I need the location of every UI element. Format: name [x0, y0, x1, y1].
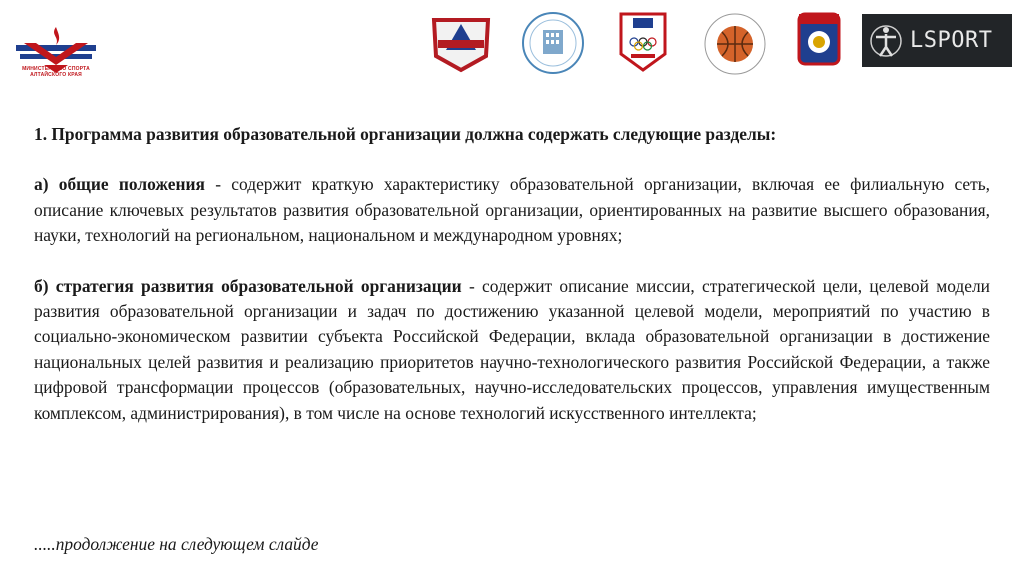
altai-basket-emblem [700, 10, 770, 76]
section-b-paragraph [34, 274, 990, 426]
lsport-wordmark: LSPORT [910, 28, 993, 53]
section-b-text: - содержит описание миссии, стратегической цели, целевой модели развития образовательной организации и задач по достижению указанной целевой модели, мероприятий по участию в социально-экономическом развитии субъекта Российской Федерации, вклада образовательной организации в достижение национальных целей развития и реализацию приоритетов научно-технологического развития Российской Федерации, а также цифровой трансформации процессов (образовательных, научно-исследовательских процессов, управления имущественным комплексом, администрирования), в том числе на основе технологий искусственного интеллекта; [34, 275, 990, 423]
slide-heading: 1. Программа развития образовательной организации должна содержать следующие разделы: [34, 124, 777, 144]
olympic-reserve-emblem [615, 10, 671, 76]
header [0, 0, 1024, 95]
sports-club-badge [796, 10, 842, 76]
slide-body [34, 122, 990, 426]
academy-seal [520, 10, 586, 76]
university-emblem [430, 10, 492, 76]
ministry-logo-caption: МИНИСТЕРСТВО СПОРТА АЛТАЙСКОГО КРАЯ [22, 66, 90, 78]
lsport-logo [862, 14, 1012, 67]
section-b-lead: б) стратегия развития образовательной организации [34, 275, 462, 296]
continuation-note: .....продолжение на следующем слайде [34, 534, 319, 554]
section-a-text: - содержит краткую характеристику образовательной организации, включая ее филиальную сеть, описание ключевых результатов развития образовательной организации, ориентированных на развитие высшего образования, науки, технологий на региональном, национальном и международном уровнях; [34, 174, 991, 246]
section-a-lead: а) общие положения [34, 174, 205, 195]
lsport-figure-icon [868, 20, 904, 62]
section-a-paragraph [34, 172, 990, 248]
